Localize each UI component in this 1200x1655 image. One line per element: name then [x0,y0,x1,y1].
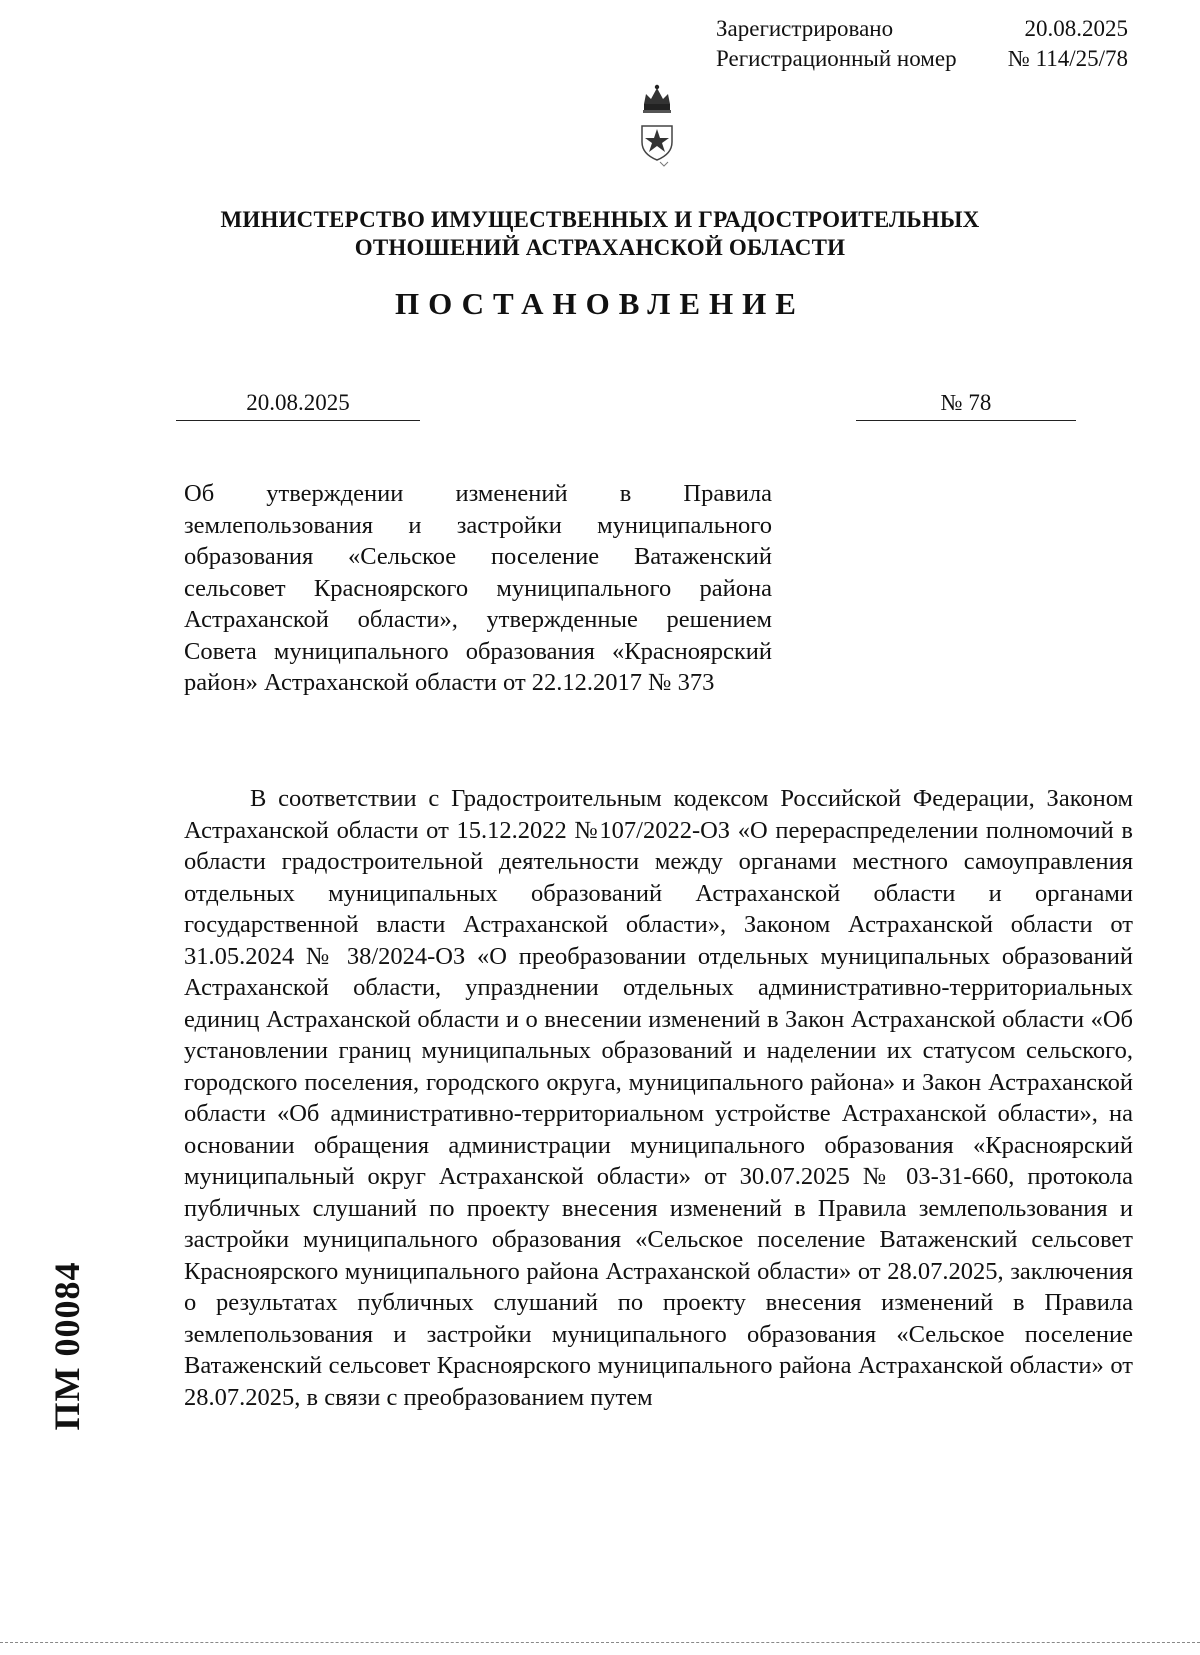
side-registry-code: ПМ 00084 [47,1261,87,1431]
ministry-title-line-2: ОТНОШЕНИЙ АСТРАХАНСКОЙ ОБЛАСТИ [354,235,846,260]
ministry-title [200,206,1000,262]
document-body: В соответствии с Градостроительным кодексом Российской Федерации, Законом Астраханской области от 15.12.2022 №107/2022-ОЗ «О перераспределении полномочий в области градостроительной деятельности между органами местного самоуправления отдельных муниципальных образований Астраханской области и органами государственной власти Астраханской области», Законом Астраханской области от 31.05.2024 № 38/2024-ОЗ «О преобразовании отдельных муниципальных образований Астраханской области, упразднении отдельных административно-территориальных единиц Астраханской области и о внесении изменений в Закон Астраханской области «Об установлении границ муниципальных образований и наделении их статусом сельского, городского поселения, городского округа, муниципального района» и Закон Астраханской области «Об административно-территориальном устройстве Астраханской области», на основании обращения администрации муниципального образования «Красноярский муниципальный округ Астраханской области» от 30.07.2025 № 03-31-660, протокола публичных слушаний по проекту внесения изменений в Правила землепользования и застройки муниципального образования «Сельское поселение Ватаженский сельсовет Красноярского муниципального района Астраханской области» от 28.07.2025, заключения о результатах публичных слушаний по проекту внесения изменений в Правила землепользования и застройки муниципального образования «Сельское поселение Ватаженский сельсовет Красноярского муниципального района Астраханской области» от 28.07.2025, в связи с преобразованием путем [184,785,1133,1411]
ministry-title-line-1: МИНИСТЕРСТВО ИМУЩЕСТВЕННЫХ И ГРАДОСТРОИТЕЛЬНЫХ [220,207,980,232]
registration-date: 20.08.2025 [1024,16,1128,41]
document-subject: Об утверждении изменений в Правила землепользования и застройки муниципального образования «Сельское поселение Ватаженский сельсовет Красноярского муниципального района Астраханской области», утвержденные решением Совета муниципального образования «Красноярский район» Астраханской области от 22.12.2017 № 373 [184,480,772,696]
document-type: ПОСТАНОВЛЕНИЕ [395,286,805,321]
registration-line [716,14,1128,44]
coat-of-arms-icon [636,82,678,168]
registration-number: № 114/25/78 [1007,46,1128,71]
document-number: № 78 [940,390,992,415]
page-bottom-rule [0,1642,1200,1643]
registration-number-line [716,44,1128,74]
number-underline [856,420,1076,421]
registration-number-label: Регистрационный номер [716,46,957,71]
date-underline [176,420,420,421]
registration-label: Зарегистрировано [716,16,894,41]
document-date: 20.08.2025 [246,390,350,415]
